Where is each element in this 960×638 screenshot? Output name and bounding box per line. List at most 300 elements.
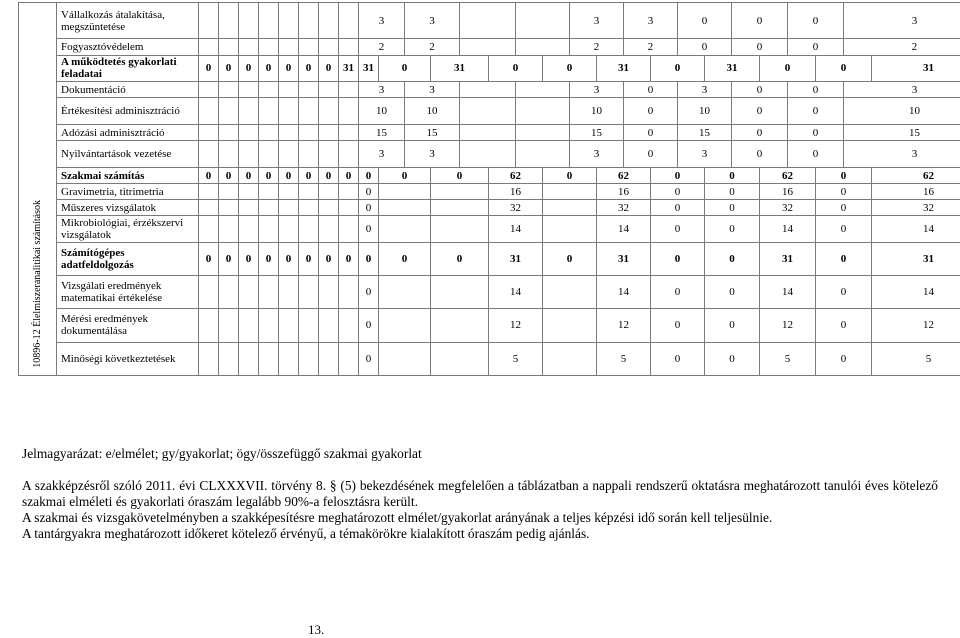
value-cell [279, 342, 299, 375]
value-cell [379, 216, 431, 243]
value-cell [543, 200, 597, 216]
value-cell: 10 [359, 98, 405, 125]
table-row [19, 167, 960, 183]
value-cell: 0 [219, 167, 239, 183]
value-cell: 12 [597, 309, 651, 342]
value-cell [516, 82, 570, 98]
value-cell [339, 141, 359, 168]
value-cell: 0 [816, 55, 872, 82]
value-cell: 0 [279, 55, 299, 82]
table-row [19, 184, 960, 200]
value-cell: 0 [705, 167, 760, 183]
value-cell [460, 3, 516, 39]
value-cell [259, 342, 279, 375]
value-cell [219, 141, 239, 168]
value-cell [239, 98, 259, 125]
value-cell [543, 309, 597, 342]
value-cell [239, 309, 259, 342]
value-cell [199, 276, 219, 309]
value-cell [460, 125, 516, 141]
value-cell [299, 98, 319, 125]
value-cell: 0 [816, 276, 872, 309]
value-cell: 0 [299, 242, 319, 275]
value-cell [299, 82, 319, 98]
table-row [19, 216, 960, 243]
value-cell: 31 [359, 55, 379, 82]
value-cell [199, 98, 219, 125]
value-cell: 0 [788, 3, 844, 39]
value-cell [219, 82, 239, 98]
value-cell [299, 125, 319, 141]
value-cell: 14 [597, 276, 651, 309]
value-cell [199, 342, 219, 375]
value-cell [239, 125, 259, 141]
value-cell: 31 [705, 55, 760, 82]
topic-label: Értékesítési adminisztráció [57, 98, 199, 125]
value-cell [279, 216, 299, 243]
page-number: 13. [308, 622, 324, 638]
table-row [19, 82, 960, 98]
value-cell: 0 [732, 39, 788, 55]
value-cell [199, 82, 219, 98]
topic-label: Vizsgálati eredmények matematikai értékelése [57, 276, 199, 309]
value-cell: 3 [844, 3, 960, 39]
value-cell: 0 [651, 184, 705, 200]
legend-text: Jelmagyarázat: e/elmélet; gy/gyakorlat; ögy/összefüggő szakmai gyakorlat [22, 446, 938, 462]
value-cell: 0 [299, 55, 319, 82]
value-cell [543, 342, 597, 375]
value-cell [219, 184, 239, 200]
value-cell [239, 184, 259, 200]
value-cell: 0 [359, 342, 379, 375]
value-cell: 5 [872, 342, 960, 375]
value-cell: 32 [597, 200, 651, 216]
value-cell: 0 [319, 167, 339, 183]
value-cell [259, 276, 279, 309]
value-cell [299, 342, 319, 375]
value-cell [516, 125, 570, 141]
value-cell: 5 [597, 342, 651, 375]
value-cell: 32 [760, 200, 816, 216]
value-cell: 15 [359, 125, 405, 141]
value-cell: 31 [597, 55, 651, 82]
value-cell: 15 [405, 125, 460, 141]
value-cell: 0 [359, 167, 379, 183]
value-cell: 5 [489, 342, 543, 375]
value-cell [219, 342, 239, 375]
value-cell: 0 [543, 55, 597, 82]
value-cell: 0 [816, 184, 872, 200]
value-cell: 0 [199, 55, 219, 82]
value-cell: 32 [489, 200, 543, 216]
value-cell [219, 276, 239, 309]
value-cell: 0 [199, 242, 219, 275]
value-cell: 0 [379, 55, 431, 82]
value-cell [543, 216, 597, 243]
value-cell [460, 98, 516, 125]
value-cell: 31 [489, 242, 543, 275]
module-side-label [19, 3, 57, 376]
value-cell [239, 39, 259, 55]
value-cell: 0 [279, 167, 299, 183]
value-cell [279, 141, 299, 168]
value-cell: 3 [570, 3, 624, 39]
value-cell [460, 39, 516, 55]
value-cell: 15 [678, 125, 732, 141]
value-cell: 0 [788, 98, 844, 125]
value-cell [299, 39, 319, 55]
value-cell: 3 [570, 82, 624, 98]
value-cell: 16 [760, 184, 816, 200]
value-cell: 0 [651, 55, 705, 82]
value-cell: 2 [844, 39, 960, 55]
value-cell: 31 [872, 55, 960, 82]
value-cell [279, 276, 299, 309]
value-cell [279, 125, 299, 141]
value-cell: 0 [259, 167, 279, 183]
value-cell: 0 [431, 242, 489, 275]
value-cell [339, 309, 359, 342]
value-cell: 0 [359, 276, 379, 309]
value-cell [299, 216, 319, 243]
value-cell: 62 [489, 167, 543, 183]
value-cell: 0 [259, 55, 279, 82]
value-cell: 0 [788, 125, 844, 141]
table-row [19, 39, 960, 55]
value-cell: 0 [543, 242, 597, 275]
value-cell [319, 184, 339, 200]
value-cell: 0 [732, 82, 788, 98]
table-row [19, 309, 960, 342]
table-row [19, 242, 960, 275]
value-cell: 10 [405, 98, 460, 125]
value-cell [199, 39, 219, 55]
value-cell: 0 [732, 3, 788, 39]
value-cell: 0 [705, 342, 760, 375]
value-cell: 12 [489, 309, 543, 342]
value-cell [259, 82, 279, 98]
value-cell: 2 [570, 39, 624, 55]
value-cell: 16 [597, 184, 651, 200]
value-cell [239, 3, 259, 39]
value-cell: 0 [816, 309, 872, 342]
value-cell: 0 [705, 200, 760, 216]
value-cell [319, 216, 339, 243]
table-row [19, 3, 960, 39]
value-cell [279, 309, 299, 342]
value-cell: 3 [405, 141, 460, 168]
value-cell: 15 [570, 125, 624, 141]
value-cell: 31 [872, 242, 960, 275]
notes [22, 446, 938, 542]
value-cell: 0 [624, 125, 678, 141]
value-cell: 0 [339, 167, 359, 183]
topic-label: Mérési eredmények dokumentálása [57, 309, 199, 342]
value-cell: 0 [705, 216, 760, 243]
value-cell [516, 141, 570, 168]
value-cell: 16 [872, 184, 960, 200]
value-cell [319, 3, 339, 39]
value-cell [431, 184, 489, 200]
value-cell [319, 39, 339, 55]
value-cell: 0 [359, 216, 379, 243]
topic-label: Nyilvántartások vezetése [57, 141, 199, 168]
value-cell: 0 [279, 242, 299, 275]
value-cell [239, 216, 259, 243]
value-cell [259, 309, 279, 342]
value-cell [199, 3, 219, 39]
value-cell [431, 216, 489, 243]
value-cell [460, 141, 516, 168]
topic-label: A működtetés gyakorlati feladatai [57, 55, 199, 82]
value-cell: 3 [844, 82, 960, 98]
value-cell [339, 200, 359, 216]
value-cell [339, 82, 359, 98]
value-cell: 0 [651, 167, 705, 183]
value-cell: 10 [570, 98, 624, 125]
value-cell: 0 [624, 98, 678, 125]
value-cell [299, 184, 319, 200]
topic-label: Műszeres vizsgálatok [57, 200, 199, 216]
value-cell: 0 [705, 276, 760, 309]
value-cell [279, 39, 299, 55]
value-cell: 0 [816, 167, 872, 183]
value-cell: 31 [760, 242, 816, 275]
value-cell: 3 [624, 3, 678, 39]
value-cell: 0 [760, 55, 816, 82]
value-cell [339, 98, 359, 125]
value-cell [379, 342, 431, 375]
value-cell: 15 [844, 125, 960, 141]
value-cell: 14 [760, 276, 816, 309]
value-cell: 2 [624, 39, 678, 55]
value-cell: 3 [359, 3, 405, 39]
value-cell: 0 [788, 39, 844, 55]
table-row [19, 55, 960, 82]
value-cell: 0 [259, 242, 279, 275]
value-cell [460, 82, 516, 98]
value-cell: 12 [872, 309, 960, 342]
value-cell: 0 [732, 141, 788, 168]
value-cell: 2 [359, 39, 405, 55]
value-cell [279, 98, 299, 125]
value-cell [219, 39, 239, 55]
value-cell [431, 276, 489, 309]
value-cell: 0 [816, 200, 872, 216]
value-cell: 0 [788, 141, 844, 168]
value-cell: 0 [219, 55, 239, 82]
value-cell: 14 [760, 216, 816, 243]
value-cell: 0 [299, 167, 319, 183]
value-cell: 0 [239, 167, 259, 183]
value-cell: 0 [319, 55, 339, 82]
value-cell [239, 82, 259, 98]
value-cell [431, 342, 489, 375]
value-cell [299, 309, 319, 342]
value-cell: 0 [705, 242, 760, 275]
value-cell [339, 216, 359, 243]
note-paragraph: A tantárgyakra meghatározott időkeret kötelező érvényű, a témakörökre kialakított óraszám pedig ajánlás. [22, 526, 938, 542]
table-row [19, 276, 960, 309]
value-cell: 0 [219, 242, 239, 275]
topic-label: Vállalkozás átalakítása, megszüntetése [57, 3, 199, 39]
note-paragraph: A szakképzésről szóló 2011. évi CLXXXVII. törvény 8. § (5) bekezdésének megfelelően a táblázatban a nappali rendszerű oktatásra meghatározott tanulói éves kötelező szakmai elméleti és gyakorlati óraszám legalább 90%-a felosztásra került. [22, 478, 938, 510]
value-cell: 3 [359, 82, 405, 98]
value-cell: 0 [543, 167, 597, 183]
value-cell [219, 309, 239, 342]
value-cell: 0 [705, 309, 760, 342]
value-cell [431, 200, 489, 216]
value-cell: 0 [339, 242, 359, 275]
value-cell: 14 [489, 276, 543, 309]
value-cell [379, 309, 431, 342]
value-cell: 0 [359, 242, 379, 275]
value-cell [379, 200, 431, 216]
value-cell: 0 [651, 342, 705, 375]
value-cell [431, 309, 489, 342]
value-cell: 0 [651, 242, 705, 275]
value-cell [219, 125, 239, 141]
value-cell: 31 [431, 55, 489, 82]
value-cell: 3 [678, 141, 732, 168]
value-cell [379, 276, 431, 309]
value-cell [259, 200, 279, 216]
topic-label: Dokumentáció [57, 82, 199, 98]
table-row [19, 98, 960, 125]
value-cell [299, 141, 319, 168]
topic-label: Adózási adminisztráció [57, 125, 199, 141]
value-cell [319, 82, 339, 98]
value-cell [319, 125, 339, 141]
value-cell: 0 [816, 242, 872, 275]
value-cell [259, 184, 279, 200]
value-cell [339, 342, 359, 375]
value-cell: 3 [678, 82, 732, 98]
value-cell: 2 [405, 39, 460, 55]
value-cell [219, 3, 239, 39]
value-cell [239, 276, 259, 309]
value-cell: 31 [597, 242, 651, 275]
value-cell [199, 200, 219, 216]
value-cell: 0 [359, 200, 379, 216]
topic-label: Gravimetria, titrimetria [57, 184, 199, 200]
value-cell: 0 [732, 98, 788, 125]
value-cell: 3 [570, 141, 624, 168]
topic-label: Szakmai számítás [57, 167, 199, 183]
value-cell: 0 [359, 309, 379, 342]
value-cell: 3 [844, 141, 960, 168]
value-cell: 0 [816, 342, 872, 375]
value-cell [516, 98, 570, 125]
value-cell: 0 [816, 216, 872, 243]
value-cell [339, 184, 359, 200]
value-cell: 0 [705, 184, 760, 200]
value-cell [259, 39, 279, 55]
value-cell: 0 [624, 141, 678, 168]
value-cell [199, 309, 219, 342]
value-cell: 62 [597, 167, 651, 183]
value-cell: 0 [239, 242, 259, 275]
module-name: 10896-12 Élelmiszeranalitikai számítások [32, 200, 44, 368]
value-cell: 10 [844, 98, 960, 125]
value-cell: 3 [359, 141, 405, 168]
value-cell [516, 39, 570, 55]
value-cell [279, 3, 299, 39]
value-cell: 0 [319, 242, 339, 275]
value-cell [259, 141, 279, 168]
value-cell [319, 309, 339, 342]
value-cell: 0 [788, 82, 844, 98]
topic-label: Fogyasztóvédelem [57, 39, 199, 55]
value-cell [219, 98, 239, 125]
value-cell [516, 3, 570, 39]
value-cell: 10 [678, 98, 732, 125]
value-cell [199, 184, 219, 200]
value-cell [299, 276, 319, 309]
value-cell [379, 184, 431, 200]
value-cell: 5 [760, 342, 816, 375]
value-cell [543, 276, 597, 309]
value-cell [239, 141, 259, 168]
value-cell [259, 125, 279, 141]
value-cell [259, 98, 279, 125]
value-cell: 16 [489, 184, 543, 200]
value-cell [239, 200, 259, 216]
value-cell: 0 [678, 39, 732, 55]
value-cell [279, 82, 299, 98]
value-cell [339, 276, 359, 309]
value-cell [219, 216, 239, 243]
value-cell: 0 [199, 167, 219, 183]
table-row [19, 342, 960, 375]
value-cell: 32 [872, 200, 960, 216]
value-cell: 0 [678, 3, 732, 39]
value-cell: 0 [379, 242, 431, 275]
value-cell: 0 [489, 55, 543, 82]
table-row [19, 125, 960, 141]
value-cell [279, 200, 299, 216]
note-paragraph: A szakmai és vizsgakövetelményben a szakképesítésre meghatározott elmélet/gyakorlat arányának a teljes képzési idő során kell teljesülnie. [22, 510, 938, 526]
value-cell: 3 [405, 82, 460, 98]
value-cell: 0 [624, 82, 678, 98]
table-row [19, 141, 960, 168]
value-cell [219, 200, 239, 216]
value-cell: 0 [651, 276, 705, 309]
value-cell: 0 [239, 55, 259, 82]
value-cell: 0 [431, 167, 489, 183]
value-cell: 14 [872, 216, 960, 243]
value-cell [199, 141, 219, 168]
value-cell [279, 184, 299, 200]
curriculum-table [18, 2, 960, 376]
value-cell [339, 3, 359, 39]
value-cell [319, 342, 339, 375]
value-cell [199, 216, 219, 243]
value-cell: 0 [651, 200, 705, 216]
value-cell [339, 125, 359, 141]
topic-label: Számítógépes adatfeldolgozás [57, 242, 199, 275]
value-cell [319, 200, 339, 216]
value-cell: 14 [872, 276, 960, 309]
value-cell [239, 342, 259, 375]
value-cell: 3 [405, 3, 460, 39]
value-cell: 31 [339, 55, 359, 82]
value-cell [299, 3, 319, 39]
value-cell [339, 39, 359, 55]
value-cell [259, 216, 279, 243]
value-cell: 62 [872, 167, 960, 183]
value-cell: 14 [597, 216, 651, 243]
